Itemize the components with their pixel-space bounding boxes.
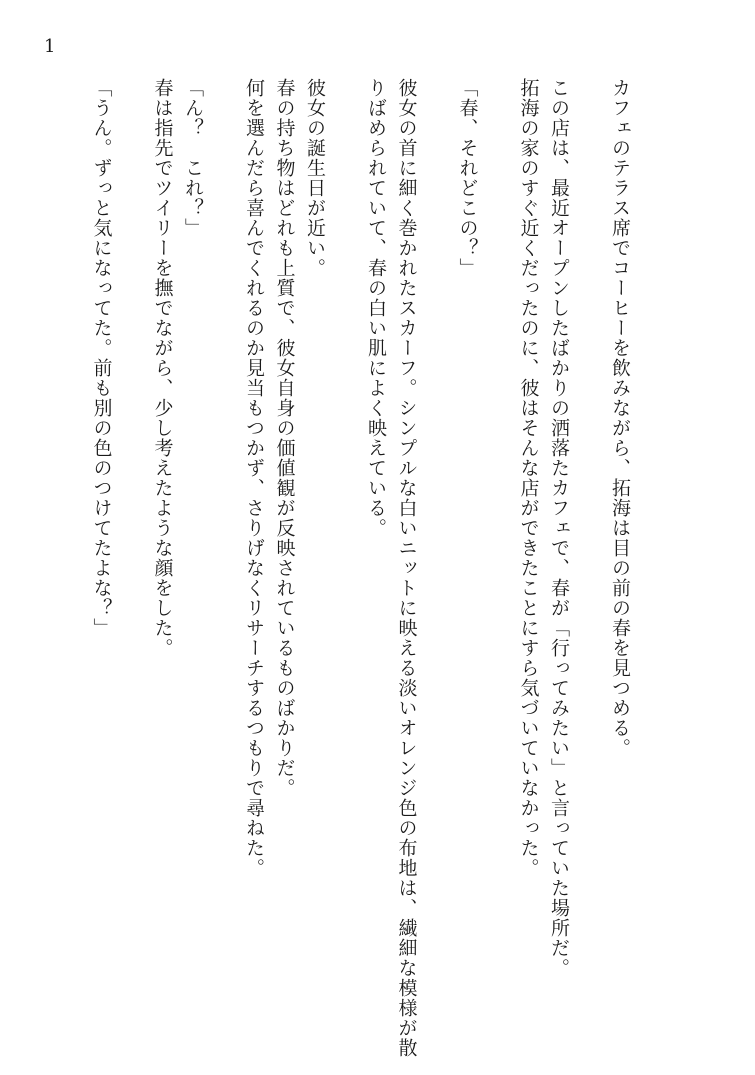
text-line: 拓海の家のすぐ近くだったのに、彼はそんな店ができたことにすら気づいていなかった。 bbox=[517, 78, 540, 878]
text-line: 春は指先でツイリーを撫でながら、少し考えたような顔をした。 bbox=[151, 78, 174, 658]
text-line: 「ん？ これ？」 bbox=[182, 78, 204, 238]
text-line: この店は、最近オープンしたばかりの洒落たカフェで、春が「行ってみたい」と言っていた場所だ。 bbox=[548, 78, 570, 978]
text-line: 彼女の誕生日が近い。 bbox=[304, 78, 326, 278]
text-line: 彼女の首に細く巻かれたスカーフ。シンプルな白いニットに映える淡いオレンジ色の布地は、繊細な模様が散 bbox=[395, 78, 418, 1058]
vertical-text-body bbox=[86, 78, 635, 1058]
text-line: カフェのテラス席でコーヒーを飲みながら、拓海は目の前の春を見つめる。 bbox=[609, 78, 631, 758]
text-line: りばめられていて、春の白い肌によく映えている。 bbox=[365, 78, 387, 538]
page-number: 1 bbox=[44, 36, 56, 57]
text-line: 何を選んだら喜んでくれるのか見当もつかず、さりげなくリサーチするつもりで尋ねた。 bbox=[243, 78, 265, 878]
text-line: 春の持ち物はどれも上質で、彼女自身の価値観が反映されているものばかりだ。 bbox=[273, 78, 296, 798]
text-line: 「春、それどこの？」 bbox=[456, 78, 479, 278]
text-line: 「うん。ずっと気になってた。前も別の色のつけてたよな？」 bbox=[90, 78, 113, 638]
